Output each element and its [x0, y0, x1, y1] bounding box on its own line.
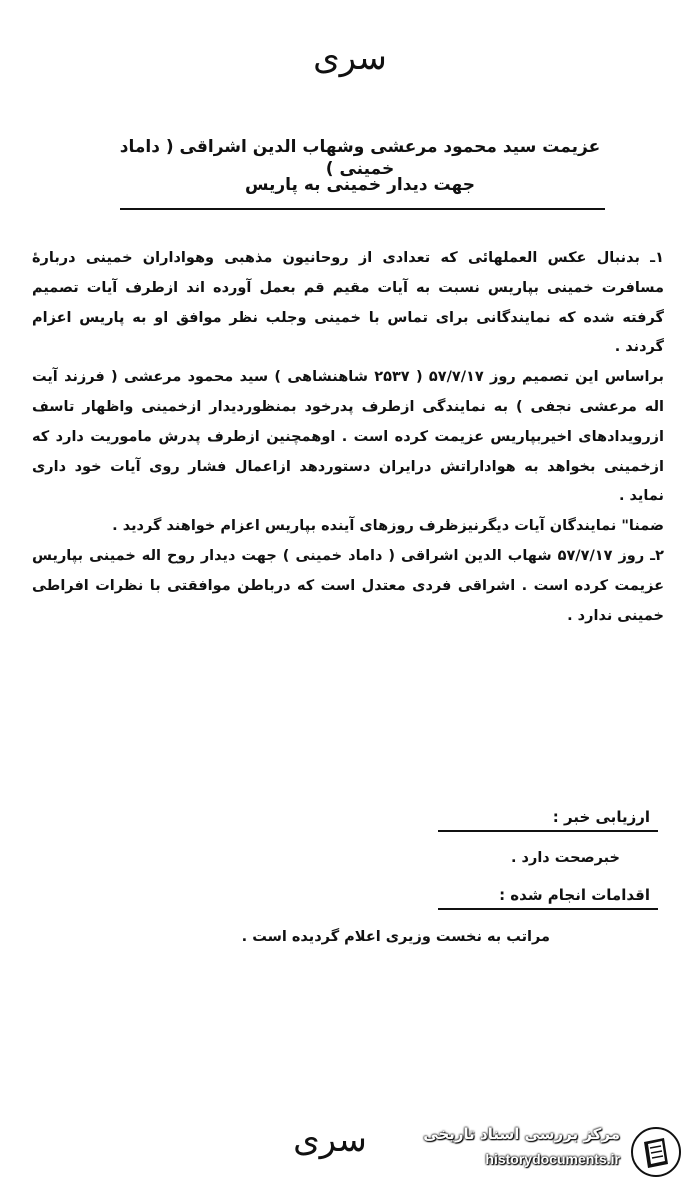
paragraph-3: ضمنا" نمایندگان آیات دیگرنیزظرف روزهای آینده بپاریس اعزام خواهند گردید . — [112, 518, 664, 535]
archive-url: historydocuments.ir — [485, 1151, 620, 1167]
document-body — [32, 244, 664, 631]
archive-name: مرکز بررسی اسناد تاریخی — [423, 1125, 620, 1143]
paragraph-1: ۱ـ بدنبال عکس العملهائی که تعدادی از روحانیون مذهبی وهواداران خمینی دربارهٔ مسافرت خمینی بپاریس نسبت به آیات مقیم قم بعمل آورده اند ازطرف آیات تصمیم گرفته شده که نمایندگانی برای تماس با خمینی وجلب نظر موافق او به پاریس اعزام گردند . — [32, 250, 664, 356]
paragraph-2: براساس این تصمیم روز ۵۷/۷/۱۷ ( ۲۵۳۷ شاهنشاهی ) سید محمود مرعشی ( فرزند آیت اله مرعشی نجفی ) به نمایندگی ازطرف پدرخود بمنظوردیدار ازخمینی واظهار تاسف ازرویدادهای اخیربپاریس عزیمت کرده است . اوهمچنین ازطرف پدرش ماموریت دارد که ازخمینی بخواهد به هواداراتش درایران دستوردهد ازاعمال فشار روی آیات خود داری نماید . — [32, 369, 664, 505]
subject-line-1: عزیمت سید محمود مرعشی وشهاب الدین اشراقی ( داماد خمینی ) — [119, 137, 601, 179]
evaluation-heading-underline — [438, 830, 658, 832]
actions-heading-underline — [438, 908, 658, 910]
subject-line-2: جهت دیدار خمینی به پاریس — [244, 175, 476, 195]
classification-header: سری — [313, 38, 387, 78]
evaluation-heading: ارزیابی خبر : — [552, 808, 650, 826]
paragraph-4: ۲ـ روز ۵۷/۷/۱۷ شهاب الدین اشراقی ( داماد خمینی ) جهت دیدار روح اله خمینی بپاریس عزیمت کرده است . اشراقی فردی معتدل است که درباطن موافقتی با نظرات افراطی خمینی ندارد . — [32, 547, 664, 624]
actions-heading: اقدامات انجام شده : — [499, 886, 650, 904]
subject-underline — [120, 208, 605, 210]
archive-watermark — [420, 1118, 690, 1184]
archive-logo-icon — [630, 1126, 682, 1178]
evaluation-text: خبرصحت دارد . — [510, 850, 620, 866]
classification-footer: سری — [293, 1120, 367, 1160]
actions-text: مراتب به نخست وزیری اعلام گردیده است . — [241, 929, 550, 945]
